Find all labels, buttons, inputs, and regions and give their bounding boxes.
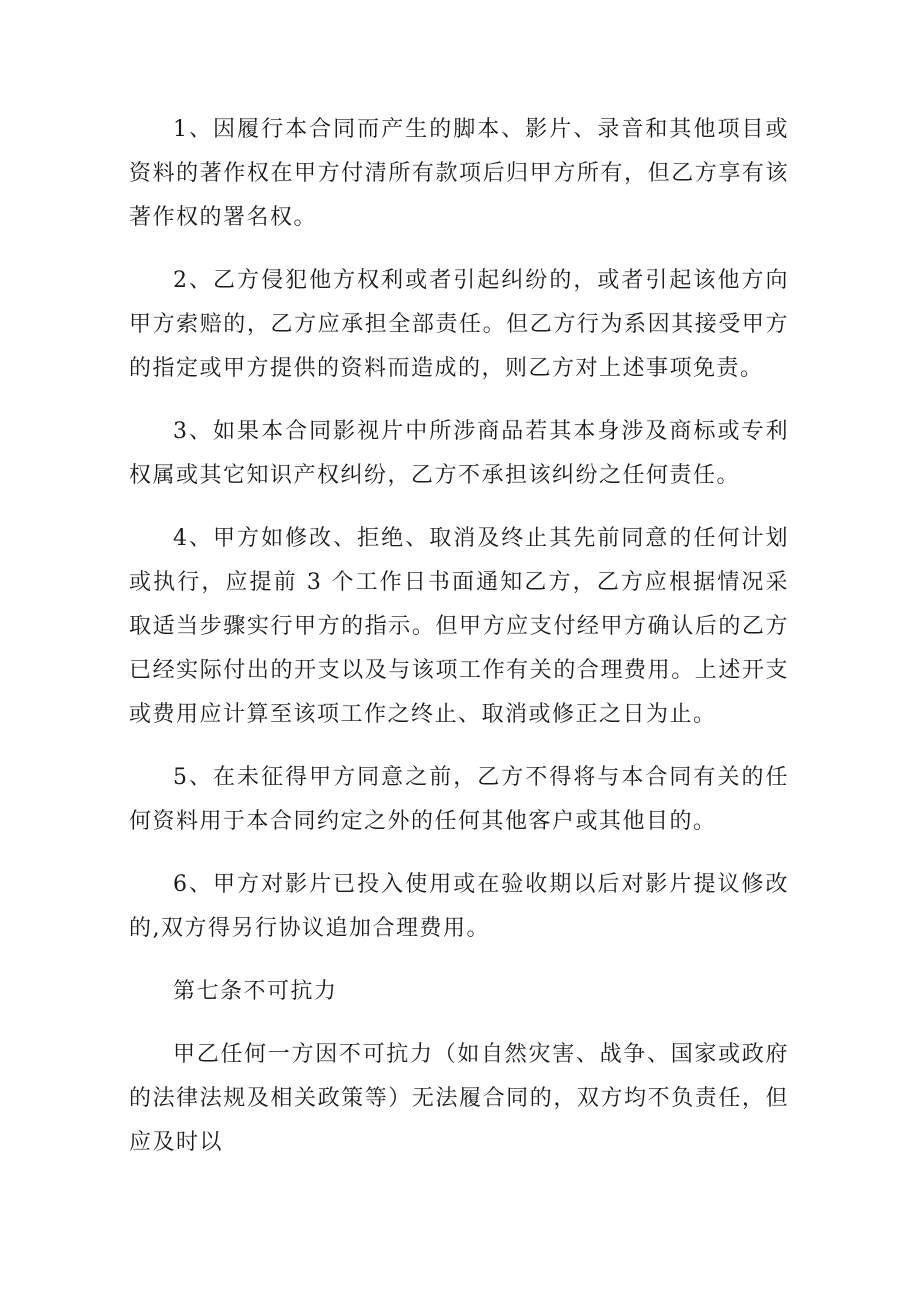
clause-1-paragraph: 1、因履行本合同而产生的脚本、影片、录音和其他项目或资料的著作权在甲方付清所有款项后归甲方所有，但乙方享有该著作权的署名权。 — [129, 117, 789, 230]
clause-4-paragraph: 4、甲方如修改、拒绝、取消及终止其先前同意的任何计划或执行，应提前 3 个工作日书面通知乙方，乙方应根据情况采取适当步骤实行甲方的指示。但甲方应支付经甲方确认后的乙方已经实际付出的开支以及与该项工作有关的合理费用。上述开支或费用应计算至该项工作之终止、取消或修正之日为止。 — [129, 526, 789, 727]
clause-5-paragraph: 5、在未征得甲方同意之前，乙方不得将与本合同有关的任何资料用于本合同约定之外的任何其他客户或其他目的。 — [129, 765, 789, 834]
article-7-heading: 第七条不可抗力 — [173, 979, 338, 1004]
clause-6-paragraph: 6、甲方对影片已投入使用或在验收期以后对影片提议修改的,双方得另行协议追加合理费用。 — [129, 872, 789, 941]
clause-2-paragraph: 2、乙方侵犯他方权利或者引起纠纷的，或者引起该他方向甲方索赔的，乙方应承担全部责任。但乙方行为系因其接受甲方的指定或甲方提供的资料而造成的，则乙方对上述事项免责。 — [129, 268, 789, 381]
clause-3-paragraph: 3、如果本合同影视片中所涉商品若其本身涉及商标或专利权属或其它知识产权纠纷，乙方不承担该纠纷之任何责任。 — [129, 419, 789, 488]
document-body — [129, 108, 789, 1184]
force-majeure-paragraph: 甲乙任何一方因不可抗力（如自然灾害、战争、国家或政府的法律法规及相关政策等）无法履合同的，双方均不负责任，但应及时以 — [129, 1042, 789, 1155]
